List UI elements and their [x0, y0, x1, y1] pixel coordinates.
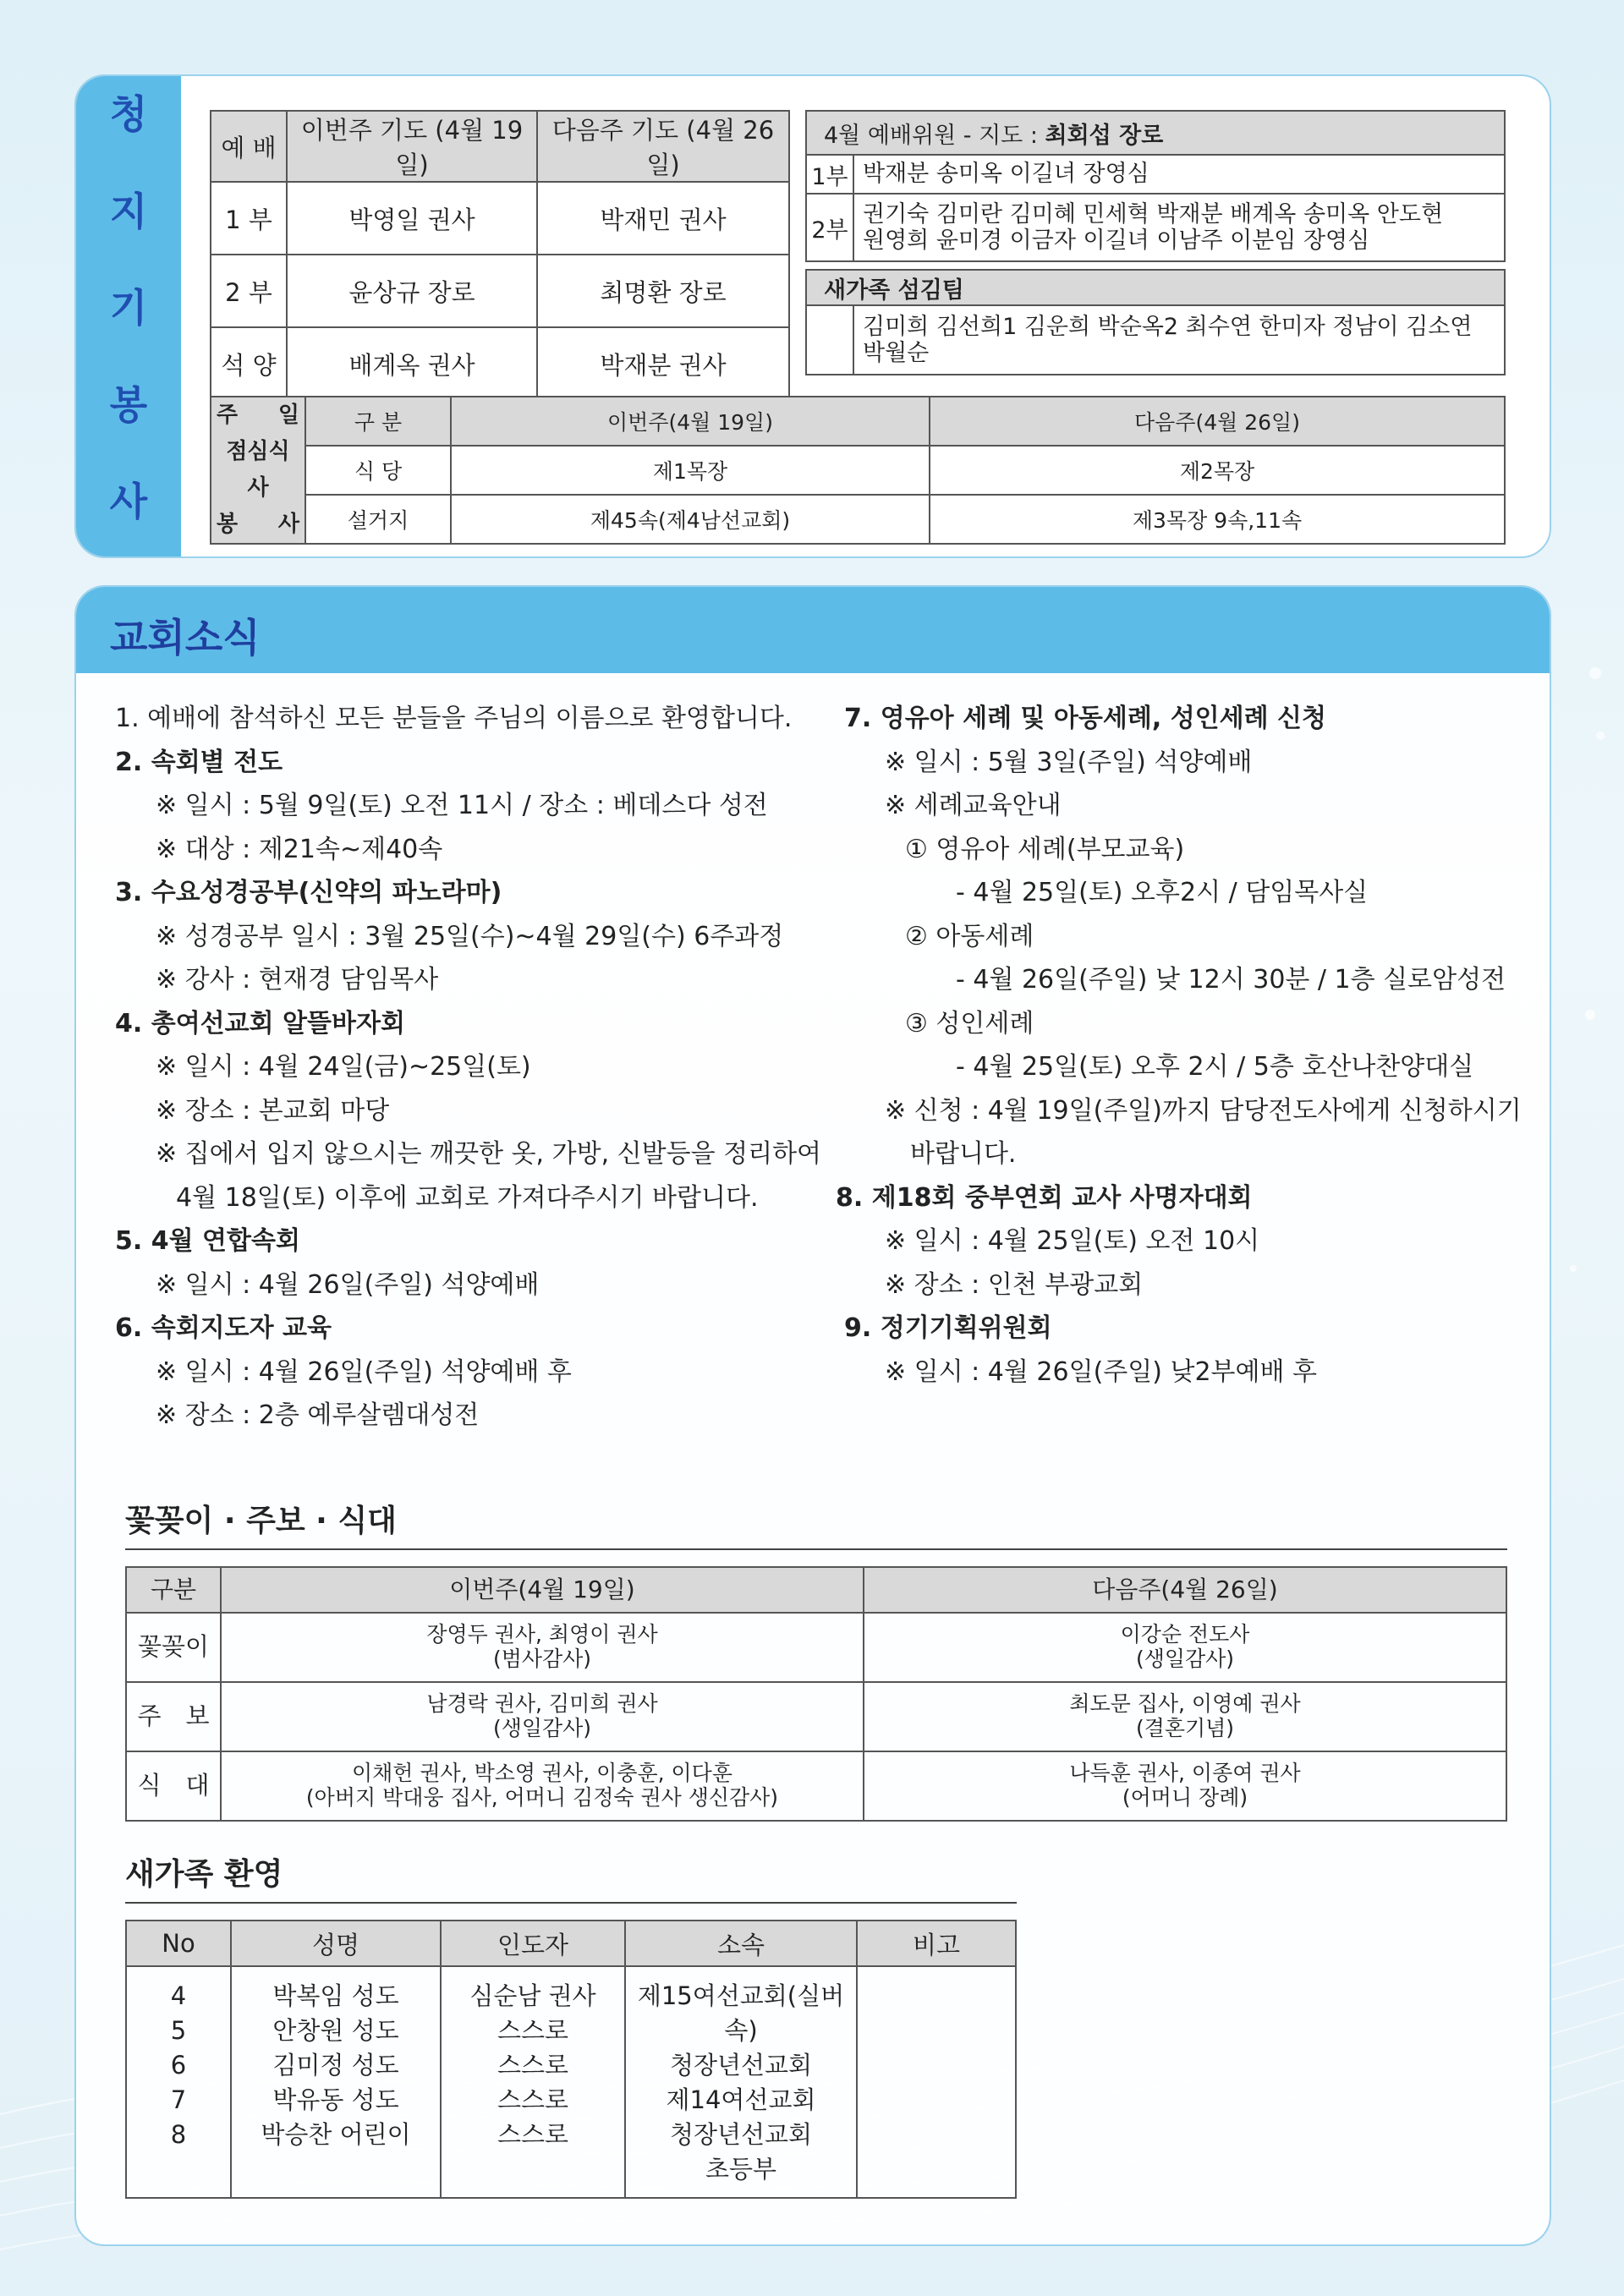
news-line: ③ 성인세례: [905, 1008, 1034, 1038]
welcome-cell: 6: [170, 2051, 187, 2080]
table-row: 1부 박재분 송미옥 이길녀 장영심: [806, 155, 1505, 194]
news-line: - 4월 25일(토) 오후 2시 / 5층 호산나찬양대실: [956, 1052, 1474, 1082]
welcome-cell: 김미정 성도: [272, 2051, 399, 2080]
news-line: ※ 일시 : 5월 9일(토) 오전 11시 / 장소 : 베데스다 성전: [156, 791, 768, 820]
newfamily-welcome-title: 새가족 환영: [125, 1850, 1017, 1904]
table-row: 김미희 김선희1 김운희 박순옥2 최수연 한미자 정남이 김소연 박월순: [806, 305, 1505, 375]
welcome-cell: 5: [170, 2016, 187, 2045]
news-line: ※ 일시 : 4월 25일(토) 오전 10시: [885, 1226, 1260, 1256]
news-line: 5. 4월 연합속회: [115, 1226, 300, 1256]
news-line: ※ 성경공부 일시 : 3월 25일(수)~4월 29일(수) 6주과정: [156, 921, 784, 951]
prayer-header: 예 배: [211, 111, 287, 182]
welcome-cell: 초등부: [705, 2155, 777, 2184]
news-line: ※ 세례교육안내: [885, 791, 1062, 820]
welcome-cell: [858, 1979, 1015, 2014]
news-line: ※ 일시 : 4월 26일(주일) 석양예배 후: [156, 1356, 572, 1387]
prayer-header: 이번주 기도 (4월 19일): [287, 111, 537, 182]
news-line: ※ 장소 : 2층 예루살렘대성전: [156, 1400, 480, 1430]
welcome-cell: [858, 2083, 1015, 2118]
welcome-cell: 박복임 성도: [272, 1981, 399, 2010]
lunch-service-table: 주 일 점심식사 봉 사 구 분 이번주(4월 19일) 다음주(4월 26일) 식 당 제1목장 제2목장 설거지 제45속(제4남선교회) 제3목장 9속,11속: [210, 396, 1506, 545]
welcome-cell: 심순남 권사: [469, 1981, 596, 2010]
news-line: 바랍니다.: [910, 1139, 1017, 1169]
table-row: [126, 1966, 1016, 2198]
news-line: ※ 일시 : 4월 26일(주일) 석양예배: [156, 1269, 540, 1300]
table-row: 주 보 남경락 권사, 김미희 권사 (생일감사) 최도문 집사, 이영예 권사 (결혼기념): [126, 1682, 1506, 1751]
welcome-cell: 청장년선교회: [669, 2051, 813, 2080]
news-list-left: [115, 697, 893, 1438]
welcome-cell: 청장년선교회: [669, 2120, 813, 2149]
welcome-cell: 제14여선교회: [666, 2085, 816, 2114]
side-title-char: 기: [109, 285, 148, 331]
prayer-header: 다음주 기도 (4월 26일): [537, 111, 789, 182]
news-line: - 4월 26일(주일) 낮 12시 30분 / 1층 실로암성전: [956, 965, 1506, 995]
worship-committee-title: 4월 예배위원 - 지도 : 최회섭 장로: [806, 111, 1505, 155]
side-title-char: 사: [109, 479, 148, 524]
welcome-cell: 스스로: [497, 2085, 569, 2114]
steward-service-section: [74, 74, 1551, 558]
side-title-char: 청: [109, 91, 148, 137]
news-line: ② 아동세례: [905, 921, 1034, 951]
side-title-char: 봉: [109, 381, 148, 428]
welcome-cell: 7: [170, 2085, 187, 2114]
steward-side-title: [76, 76, 181, 556]
news-line: 6. 속회지도자 교육: [115, 1313, 332, 1343]
welcome-cell: 안창원 성도: [272, 2016, 399, 2045]
news-line: ※ 장소 : 본교회 마당: [156, 1095, 390, 1126]
table-row: 식 당 제1목장 제2목장: [211, 446, 1505, 495]
news-line: 7. 영유아 세례 및 아동세례, 성인세례 신청: [844, 704, 1327, 733]
welcome-cell: 스스로: [497, 2051, 569, 2080]
welcome-cell: 8: [170, 2120, 187, 2149]
newfamily-team-title: 새가족 섬김팀: [806, 270, 1505, 305]
welcome-cell: 박유동 성도: [272, 2085, 399, 2114]
welcome-cell: [858, 2014, 1015, 2048]
news-line: ① 영유아 세례(부모교육): [905, 834, 1185, 864]
table-row: 석 양 배계옥 권사 박재분 권사: [211, 327, 789, 400]
news-line: ※ 신청 : 4월 19일(주일)까지 담당전도사에게 신청하시기: [885, 1095, 1522, 1126]
welcome-cell: 제15여선교회(실버속): [637, 1981, 845, 2045]
welcome-cell: [858, 2118, 1015, 2152]
prayer-table: [210, 110, 790, 401]
news-line: 9. 정기기획위원회: [844, 1313, 1052, 1343]
news-line: 3. 수요성경공부(신약의 파노라마): [115, 878, 502, 907]
news-line: - 4월 25일(토) 오후2시 / 담임목사실: [956, 878, 1369, 907]
church-news-section: [74, 585, 1551, 2246]
news-line: ※ 일시 : 4월 24일(금)~25일(토): [156, 1052, 531, 1082]
news-line: ※ 집에서 입지 않으시는 깨끗한 옷, 가방, 신발등을 정리하여: [156, 1139, 822, 1169]
news-line: 1. 예배에 참석하신 모든 분들을 주님의 이름으로 환영합니다.: [115, 704, 793, 733]
table-row: 식 대 이채헌 권사, 박소영 권사, 이충훈, 이다훈 (아버지 박대웅 집사, 어머니 김정숙 권사 생신감사) 나득훈 권사, 이종여 권사 (어머니 장례): [126, 1751, 1506, 1821]
welcome-cell: 스스로: [497, 2016, 569, 2045]
section-title: 교회소식: [110, 615, 261, 660]
newfamily-welcome-table: No 성명 인도자 소속 비고 4 5 6 7 8 박복임 성도 안창원 성도 김미정 성도 박유동 성도 박승찬 어린이 심순남 권사 스스로 스스로 스스로 스스로 제15여선교회(실버속) 청장년선교회 제14여선교회 청장년선교회 초등부: [125, 1920, 1017, 2199]
news-line: 4. 총여선교회 알뜰바자회: [115, 1008, 405, 1038]
flowers-bulletin-meals-table: 구분 이번주(4월 19일) 다음주(4월 26일) 꽃꽂이 장영두 권사, 최영이 권사 (범사감사) 이강순 전도사 (생일감사) 주 보 남경락 권사, 김미희 권사 (생일감사) 최도문 집사, 이영예 권사 (결혼기념) 식 대 이채헌 권사, 박소영 권사, 이충훈, 이다훈 (아버지 박대웅 집사, 어머니 김정숙 권사 생신감사) 나득훈 권사, 이종여 권사 (어머니 장례): [125, 1566, 1507, 1822]
newfamily-team-table: [805, 269, 1506, 375]
table-row: 2 부 윤상규 장로 최명환 장로: [211, 255, 789, 327]
flowers-bulletin-meals-title: 꽃꽂이 · 주보 · 식대: [125, 1497, 1507, 1550]
welcome-cell: 박승찬 어린이: [261, 2120, 411, 2149]
lunch-row-head: 주 일 점심식사 봉 사: [211, 397, 305, 544]
welcome-cell: 스스로: [497, 2120, 569, 2149]
table-row: 꽃꽂이 장영두 권사, 최영이 권사 (범사감사) 이강순 전도사 (생일감사): [126, 1613, 1506, 1682]
side-title-char: 지: [109, 188, 148, 234]
worship-committee-table: [805, 110, 1506, 262]
news-line: ※ 강사 : 현재경 담임목사: [156, 965, 439, 995]
news-line: ※ 대상 : 제21속~제40속: [156, 834, 443, 864]
news-line: 4월 18일(토) 이후에 교회로 가져다주시기 바랍니다.: [176, 1182, 759, 1213]
news-line: 2. 속회별 전도: [115, 747, 283, 777]
news-line: ※ 일시 : 5월 3일(주일) 석양예배: [885, 747, 1253, 777]
news-line: ※ 일시 : 4월 26일(주일) 낮2부예배 후: [885, 1356, 1317, 1387]
news-line: 8. 제18회 중부연회 교사 사명자대회: [836, 1182, 1253, 1213]
welcome-cell: [858, 2048, 1015, 2083]
news-line: ※ 장소 : 인천 부광교회: [885, 1269, 1144, 1300]
table-row: 설거지 제45속(제4남선교회) 제3목장 9속,11속: [211, 495, 1505, 544]
table-row: 1 부 박영일 권사 박재민 권사: [211, 182, 789, 255]
table-row: 2부 권기숙 김미란 김미혜 민세혁 박재분 배계옥 송미옥 안도현 원영희 윤미경 이금자 이길녀 이남주 이분임 장영심: [806, 194, 1505, 261]
news-list-right: [836, 697, 1538, 1394]
church-news-header: [76, 587, 1550, 673]
welcome-cell: 4: [170, 1981, 187, 2010]
